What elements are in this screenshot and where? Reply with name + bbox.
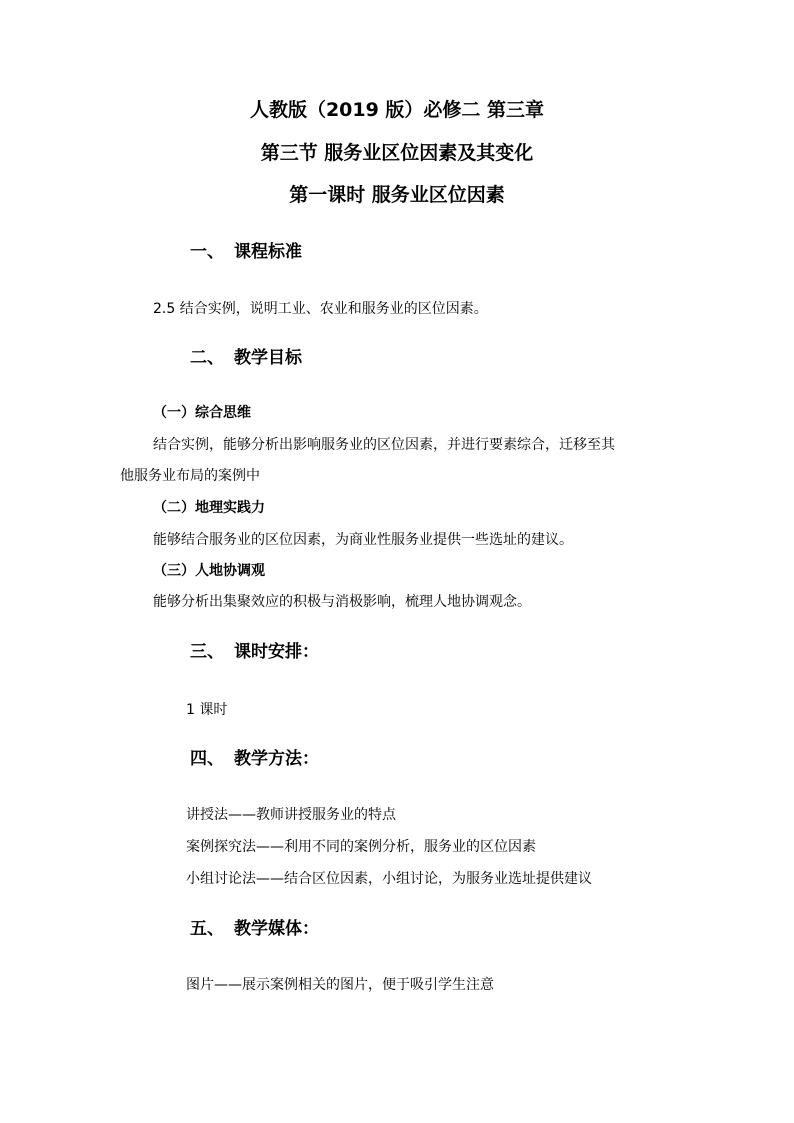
section-4-title: 教学方法：: [234, 749, 319, 769]
section-2-number: 二、: [190, 348, 224, 368]
section-5-heading: [190, 918, 319, 940]
method-item-2: 案例探究法——利用不同的案例分析，服务业的区位因素: [186, 839, 536, 855]
section-1-number: 一、: [190, 242, 224, 262]
doc-title-line3: 第一课时 服务业区位因素: [289, 184, 505, 206]
method-item-3: 小组讨论法——结合区位因素，小组讨论，为服务业选址提供建议: [186, 871, 592, 887]
doc-title-line2: 第三节 服务业区位因素及其变化: [260, 142, 534, 164]
subsection-2-line1: 能够结合服务业的区位因素，为商业性服务业提供一些选址的建议。: [153, 532, 573, 548]
section-1-heading: [190, 241, 302, 263]
subsection-1-title: （一）综合思维: [153, 405, 251, 421]
subsection-2-title: （二）地理实践力: [153, 500, 265, 516]
section-2-title: 教学目标: [234, 348, 302, 368]
section-5-number: 五、: [190, 919, 224, 939]
section-1-title: 课程标准: [234, 242, 302, 262]
section-4-number: 四、: [190, 749, 224, 769]
subsection-3-title: （三）人地协调观: [153, 563, 265, 579]
subsection-3-line1: 能够分析出集聚效应的积极与消极影响，梳理人地协调观念。: [153, 594, 531, 610]
section-3-number: 三、: [190, 642, 224, 662]
section-3-heading: [190, 641, 319, 663]
subsection-1-line2: 他服务业布局的案例中: [120, 468, 260, 484]
section-3-text: 1 课时: [186, 702, 228, 718]
section-5-text: 图片——展示案例相关的图片，便于吸引学生注意: [186, 977, 494, 993]
section-5-title: 教学媒体：: [234, 919, 319, 939]
method-item-1: 讲授法——教师讲授服务业的特点: [186, 807, 396, 823]
doc-title-line1: 人教版（2019 版）必修二 第三章: [249, 99, 545, 121]
subsection-1-line1: 结合实例，能够分析出影响服务业的区位因素，并进行要素综合，迁移至其: [153, 437, 615, 453]
section-1-text: 2.5 结合实例，说明工业、农业和服务业的区位因素。: [153, 301, 488, 317]
section-2-heading: [190, 347, 302, 369]
section-3-title: 课时安排：: [234, 642, 319, 662]
section-4-heading: [190, 748, 319, 770]
